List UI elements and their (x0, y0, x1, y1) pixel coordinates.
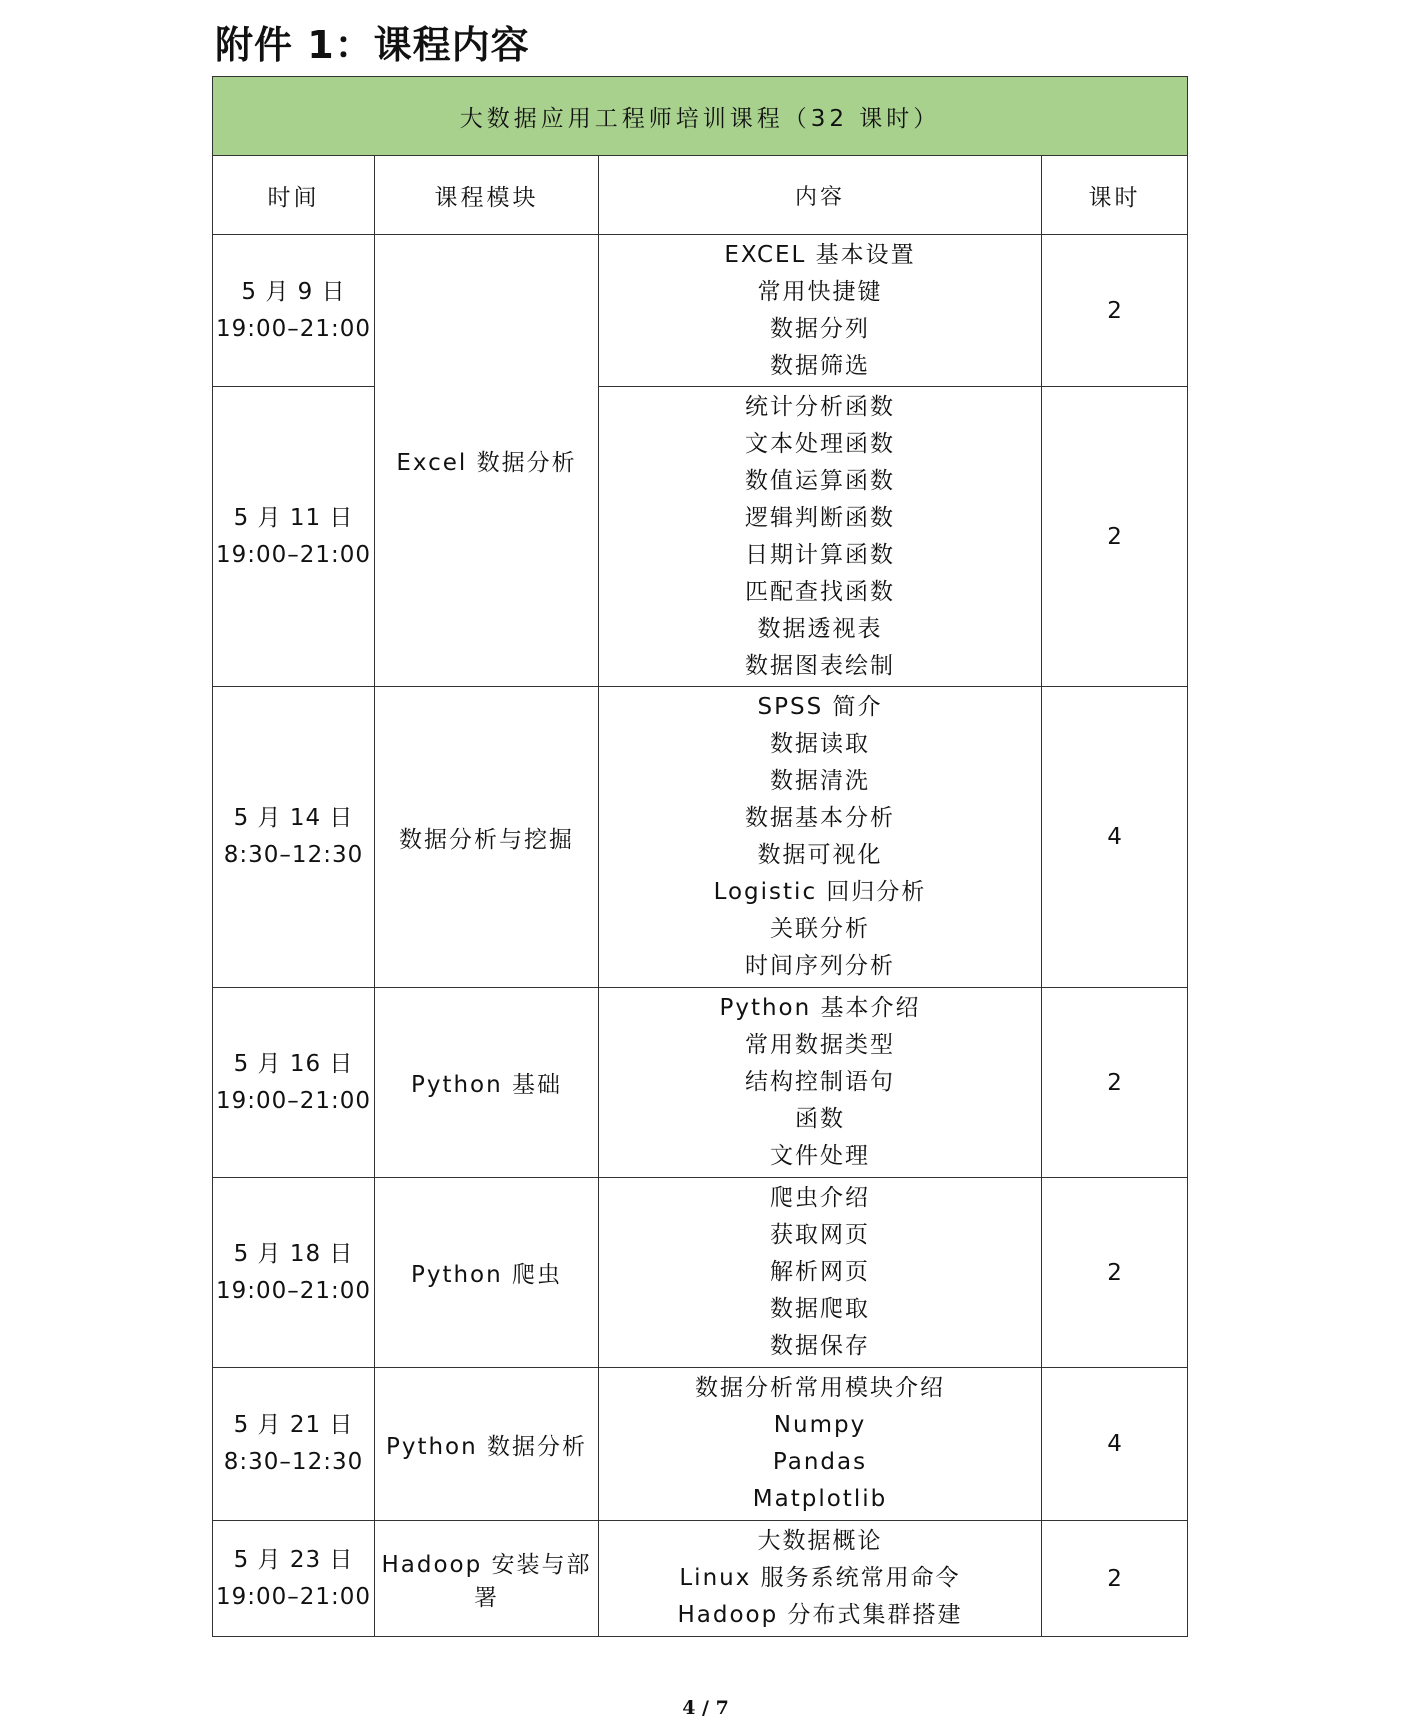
content-item: 数据图表绘制 (745, 652, 895, 679)
table-title: 大数据应用工程师培训课程（32 课时） (213, 77, 1188, 156)
content-item: Logistic 回归分析 (713, 879, 927, 905)
date-text: 5 月 18 日 (233, 1240, 354, 1267)
hours-cell: 2 (1042, 988, 1188, 1178)
content-item: 结构控制语句 (745, 1069, 895, 1095)
header-hours: 课时 (1042, 156, 1188, 235)
content-item: 数据分列 (770, 315, 870, 342)
content-item: Matplotlib (752, 1486, 888, 1512)
content-item: 函数 (795, 1106, 845, 1132)
time-cell (213, 235, 375, 387)
module-cell: Python 数据分析 (375, 1368, 599, 1521)
date-text: 5 月 11 日 (233, 504, 354, 531)
content-item: 数据可视化 (757, 842, 883, 868)
content-cell (599, 1368, 1042, 1521)
time-cell (213, 1521, 375, 1637)
date-text: 5 月 9 日 (241, 278, 346, 305)
time-range-text: 8:30–12:30 (223, 842, 364, 868)
content-cell (599, 387, 1042, 687)
hours-cell: 2 (1042, 1521, 1188, 1637)
content-item: Hadoop 分布式集群搭建 (677, 1602, 963, 1628)
module-cell: Hadoop 安装与部署 (375, 1521, 599, 1637)
course-table (212, 76, 1188, 1637)
content-cell (599, 687, 1042, 988)
time-range-text: 19:00–21:00 (215, 541, 372, 568)
header-content: 内容 (599, 156, 1042, 235)
hours-cell: 4 (1042, 1368, 1188, 1521)
time-cell (213, 988, 375, 1178)
content-item: 数据透视表 (757, 615, 883, 642)
content-item: 统计分析函数 (745, 393, 895, 420)
table-row (213, 988, 1188, 1178)
content-item: 匹配查找函数 (745, 578, 895, 605)
content-item: EXCEL 基本设置 (724, 241, 916, 268)
module-cell-excel: Excel 数据分析 (375, 235, 599, 687)
content-item: Linux 服务系统常用命令 (679, 1565, 961, 1591)
time-range-text: 19:00–21:00 (215, 1277, 372, 1304)
content-item: 文本处理函数 (745, 430, 895, 457)
content-item: 数据基本分析 (745, 805, 895, 831)
header-time: 时间 (213, 156, 375, 235)
content-item: 关联分析 (770, 916, 870, 942)
table-row (213, 235, 1188, 387)
page-number: 4 / 7 (682, 1697, 729, 1719)
table-row (213, 387, 1188, 687)
table-row (213, 1521, 1188, 1637)
content-cell (599, 988, 1042, 1178)
content-item: 数据保存 (770, 1333, 870, 1359)
hours-cell: 2 (1042, 235, 1188, 387)
content-cell (599, 1521, 1042, 1637)
content-item: 日期计算函数 (745, 541, 895, 568)
content-item: 获取网页 (770, 1222, 870, 1248)
date-text: 5 月 16 日 (233, 1050, 354, 1077)
time-range-text: 19:00–21:00 (215, 1583, 372, 1610)
document-heading: 附件 1：课程内容 (215, 23, 530, 67)
content-item: 常用快捷键 (757, 278, 883, 305)
module-cell: Python 基础 (375, 988, 599, 1178)
content-item: Python 基本介绍 (719, 995, 921, 1021)
time-cell (213, 387, 375, 687)
content-item: 常用数据类型 (745, 1032, 895, 1058)
module-cell: Python 爬虫 (375, 1178, 599, 1368)
table-row (213, 1178, 1188, 1368)
content-item: 爬虫介绍 (770, 1185, 870, 1211)
hours-cell: 2 (1042, 1178, 1188, 1368)
time-range-text: 19:00–21:00 (215, 1087, 372, 1114)
hours-cell: 2 (1042, 387, 1188, 687)
content-item: Numpy (773, 1412, 867, 1438)
time-cell (213, 1178, 375, 1368)
table-row (213, 687, 1188, 988)
content-item: 数据清洗 (770, 768, 870, 794)
content-item: 数据筛选 (770, 352, 870, 379)
header-module: 课程模块 (375, 156, 599, 235)
time-range-text: 19:00–21:00 (215, 315, 372, 342)
time-cell (213, 1368, 375, 1521)
date-text: 5 月 21 日 (233, 1412, 354, 1438)
date-text: 5 月 14 日 (233, 805, 354, 831)
content-item: 时间序列分析 (745, 953, 895, 979)
content-item: 数据分析常用模块介绍 (695, 1375, 945, 1401)
content-item: SPSS 简介 (757, 694, 883, 720)
content-item: 数据读取 (770, 731, 870, 757)
content-item: 文件处理 (770, 1143, 870, 1169)
table-row (213, 1368, 1188, 1521)
content-cell (599, 1178, 1042, 1368)
content-cell (599, 235, 1042, 387)
time-cell (213, 687, 375, 988)
time-range-text: 8:30–12:30 (223, 1449, 364, 1475)
module-cell: 数据分析与挖掘 (375, 687, 599, 988)
content-item: 大数据概论 (757, 1528, 883, 1554)
content-item: 数值运算函数 (745, 467, 895, 494)
content-item: Pandas (772, 1449, 868, 1475)
content-item: 逻辑判断函数 (745, 504, 895, 531)
date-text: 5 月 23 日 (233, 1546, 354, 1573)
content-item: 数据爬取 (770, 1296, 870, 1322)
hours-cell: 4 (1042, 687, 1188, 988)
content-item: 解析网页 (770, 1259, 870, 1285)
